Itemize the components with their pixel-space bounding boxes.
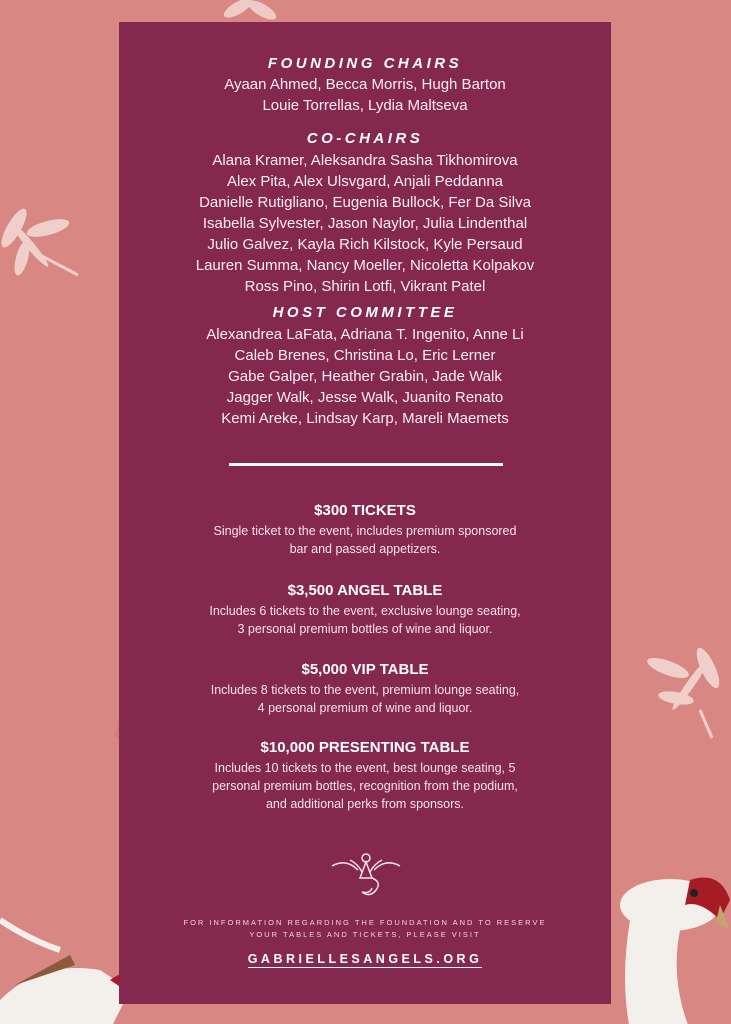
host-committee-heading: HOST COMMITTEE [272,304,458,321]
tier-line: Includes 10 tickets to the event, best lounge seating, 5 [214,761,516,775]
tier-line: Includes 8 tickets to the event, premium lounge seating, [210,683,520,697]
footer-line: FOR INFORMATION REGARDING THE FOUNDATION AND TO RESERVE [183,918,547,927]
name-line: Alex Pita, Alex Ulsvgard, Anjali Peddanna [227,173,503,190]
founding-chairs-list [119,74,611,116]
name-line: Ayaan Ahmed, Becca Morris, Hugh Barton [224,76,506,93]
name-line: Isabella Sylvester, Jason Naylor, Julia Lindenthal [202,215,528,232]
name-line: Ross Pino, Shirin Lotfi, Vikrant Patel [244,278,486,295]
tier-angel-table [119,582,611,638]
name-line: Kemi Areke, Lindsay Karp, Mareli Maemets [221,410,509,427]
tier-line: Includes 6 tickets to the event, exclusive lounge seating, [209,604,521,618]
tier-title: $3,500 ANGEL TABLE [287,582,443,599]
co-chairs-heading: CO-CHAIRS [306,130,424,147]
crane-icon [620,878,730,1024]
tier-description [119,759,611,813]
founding-chairs-heading: FOUNDING CHAIRS [267,55,463,72]
tier-vip-table [119,661,611,717]
host-committee-list [119,324,611,429]
tier-line: and additional perks from sponsors. [265,797,465,811]
tier-description [119,522,611,558]
name-line: Louie Torrellas, Lydia Maltseva [262,97,468,114]
tier-line: personal premium bottles, recognition from the podium, [212,779,518,793]
name-line: Caleb Brenes, Christina Lo, Eric Lerner [234,347,496,364]
name-line: Danielle Rutigliano, Eugenia Bullock, Fer Da Silva [199,194,531,211]
info-panel [119,22,611,1004]
tier-description [119,602,611,638]
tier-line: bar and passed appetizers. [289,542,441,556]
footer-line: YOUR TABLES AND TICKETS, PLEASE VISIT [249,930,481,939]
dragonfly-icon [221,0,279,23]
tier-line: 3 personal premium bottles of wine and liquor. [237,622,493,636]
tier-description [119,681,611,717]
name-line: Gabe Galper, Heather Grabin, Jade Walk [228,368,502,385]
name-line: Lauren Summa, Nancy Moeller, Nicoletta Kolpakov [195,257,535,274]
tier-presenting-table [119,739,611,813]
section-divider [229,463,503,466]
name-line: Jagger Walk, Jesse Walk, Juanito Renato [226,389,504,406]
tier-title: $10,000 PRESENTING TABLE [260,739,470,756]
website-link[interactable]: GABRIELLESANGELS.ORG [247,952,483,966]
name-line: Alana Kramer, Aleksandra Sasha Tikhomirova [212,152,518,169]
name-line: Alexandrea LaFata, Adriana T. Ingenito, Anne Li [206,326,524,343]
angel-logo-icon [328,848,404,900]
name-line: Julio Galvez, Kayla Rich Kilstock, Kyle Persaud [207,236,523,253]
tier-line: Single ticket to the event, includes premium sponsored [213,524,517,538]
dragonfly-icon [645,645,724,738]
tier-title: $300 TICKETS [314,502,416,519]
tier-300-tickets [119,502,611,558]
co-chairs-list [119,150,611,297]
website-link-row [119,952,611,966]
tier-line: 4 personal premium of wine and liquor. [257,701,473,715]
footer-info [119,917,611,941]
dragonfly-icon [0,205,78,276]
tier-title: $5,000 VIP TABLE [301,661,429,678]
